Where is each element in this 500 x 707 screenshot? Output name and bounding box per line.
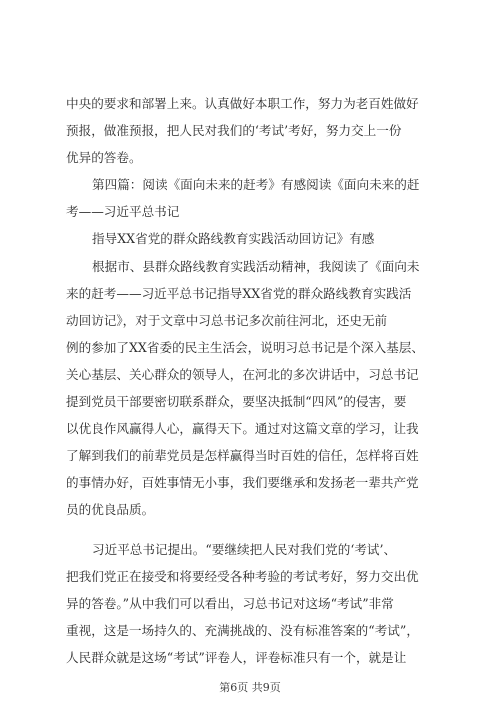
text-line: 预报，做准预报，把人民对我们的‘考试’考好，努力交上一份 — [66, 123, 402, 139]
text-line: 关心基层、关心群众的领导人，在河北的多次讲话中，习总书记 — [66, 366, 419, 382]
section-heading-line: 考——习近平总书记 — [66, 204, 180, 220]
section-subtitle-line: 指导XX省党的群众路线教育实践活动回访记》有感 — [92, 231, 375, 247]
text-line: 了解到我们的前辈党员是怎样赢得当时百姓的信任，怎样将百姓 — [66, 448, 419, 464]
text-line: 来的赶考——习近平总书记指导XX省党的群众路线教育实践活 — [66, 285, 412, 301]
text-line: 优异的答卷。 — [66, 150, 142, 166]
text-line: 重视，这是一场持久的、充满挑战的、没有标准答案的“考试”， — [66, 622, 419, 638]
text-line: 例的参加了XX省委的民主生活会，说明习总书记是个深入基层、 — [66, 339, 424, 355]
text-line: 习近平总书记提出。“要继续把人民对我们党的‘考试’、 — [92, 541, 397, 557]
text-line: 根据市、县群众路线教育实践活动精神，我阅读了《面向未 — [92, 258, 420, 274]
text-line: 异的答卷。”从中我们可以看出，习总书记对这场“考试”非常 — [66, 595, 394, 611]
text-line: 以优良作风赢得人心，赢得天下。通过对这篇文章的学习，让我 — [66, 421, 419, 437]
text-line: 员的优良品质。 — [66, 502, 155, 518]
page-footer: 第6页 共9页 — [219, 681, 281, 694]
text-line: 提到党员干部要密切联系群众，要坚决抵制“四风”的侵害，要 — [66, 394, 407, 410]
document-body — [66, 90, 436, 671]
text-line: 的事情办好，百姓事情无小事，我们要继承和发扬老一辈共产党 — [66, 475, 419, 491]
section-heading-line: 第四篇：阅读《面向未来的赶考》有感阅读《面向未来的赶 — [92, 177, 420, 193]
text-line: 动回访记》，对于文章中习总书记多次前往河北，还史无前 — [66, 312, 388, 328]
text-line: 人民群众就是这场“考试”评卷人，评卷标准只有一个，就是让 — [66, 649, 407, 665]
text-line: 把我们党正在接受和将要经受各种考验的考试考好，努力交出优 — [66, 568, 419, 584]
text-line: 中央的要求和部署上来。认真做好本职工作，努力为老百姓做好 — [66, 96, 419, 111]
